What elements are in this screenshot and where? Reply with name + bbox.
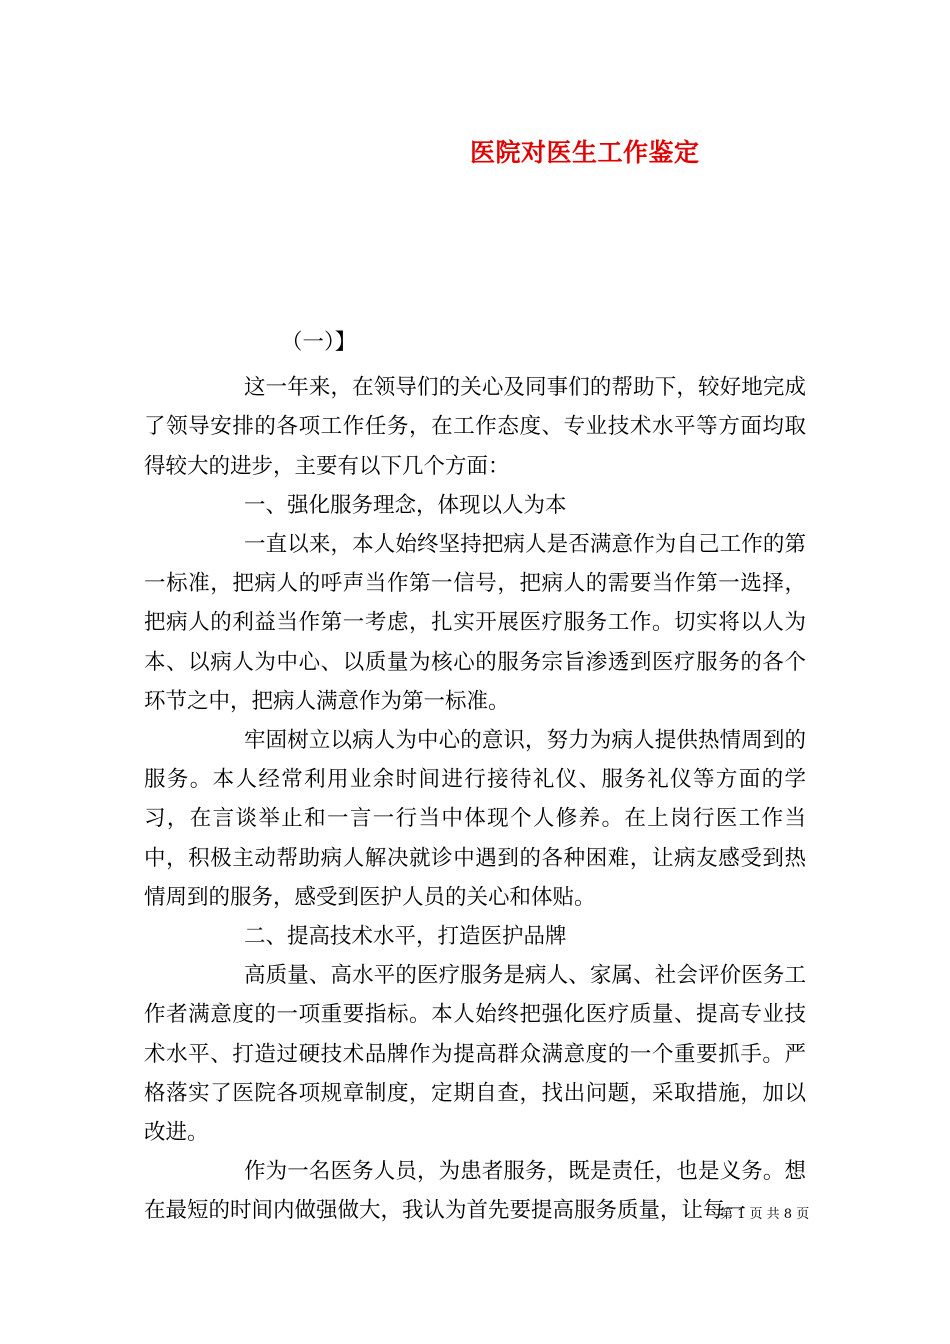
- heading-service-concept: 一、强化服务理念，体现以人为本: [244, 492, 567, 518]
- document-title: 医院对医生工作鉴定: [470, 138, 700, 167]
- paragraph-patient-centered: 牢固树立以病人为中心的意识，努力为病人提供热情周到的服务。本人经常利用业余时间进行接待礼仪、服务礼仪等方面的学习，在言谈举止和一言一行当中体现个人修养。在上岗行医工作当中，积极主动帮助病人解决就诊中遇到的各种困难，让病友感受到热情周到的服务，感受到医护人员的关心和体贴。: [144, 728, 806, 910]
- page-number-footer: 第 1 页 共 8 页: [720, 1207, 810, 1222]
- paragraph-patient-first: 一直以来，本人始终坚持把病人是否满意作为自己工作的第一标准，把病人的呼声当作第一信号，把病人的需要当作第一选择，把病人的利益当作第一考虑，扎实开展医疗服务工作。切实将以人为本、以病人为中心、以质量为核心的服务宗旨渗透到医疗服务的各个环节之中，把病人满意作为第一标准。: [144, 532, 806, 714]
- document-body: [144, 323, 806, 1231]
- section-marker: （一）】: [281, 330, 357, 355]
- paragraph-quality: 高质量、高水平的医疗服务是病人、家属、社会评价医务工作者满意度的一项重要指标。本人始终把强化医疗质量、提高专业技术水平、打造过硬技术品牌作为提高群众满意度的一个重要抓手。严格落实了医院各项规章制度，定期自查，找出问题，采取措施，加以改进。: [144, 963, 806, 1146]
- heading-technical-level: 二、提高技术水平，打造医护品牌: [244, 924, 567, 950]
- paragraph-responsibility: 作为一名医务人员，为患者服务，既是责任，也是义务。想在最短的时间内做强做大，我认为首先要提高服务质量，让每一: [144, 1159, 806, 1224]
- paragraph-intro: 这一年来，在领导们的关心及同事们的帮助下，较好地完成了领导安排的各项工作任务，在工作态度、专业技术水平等方面均取得较大的进步，主要有以下几个方面：: [144, 375, 806, 479]
